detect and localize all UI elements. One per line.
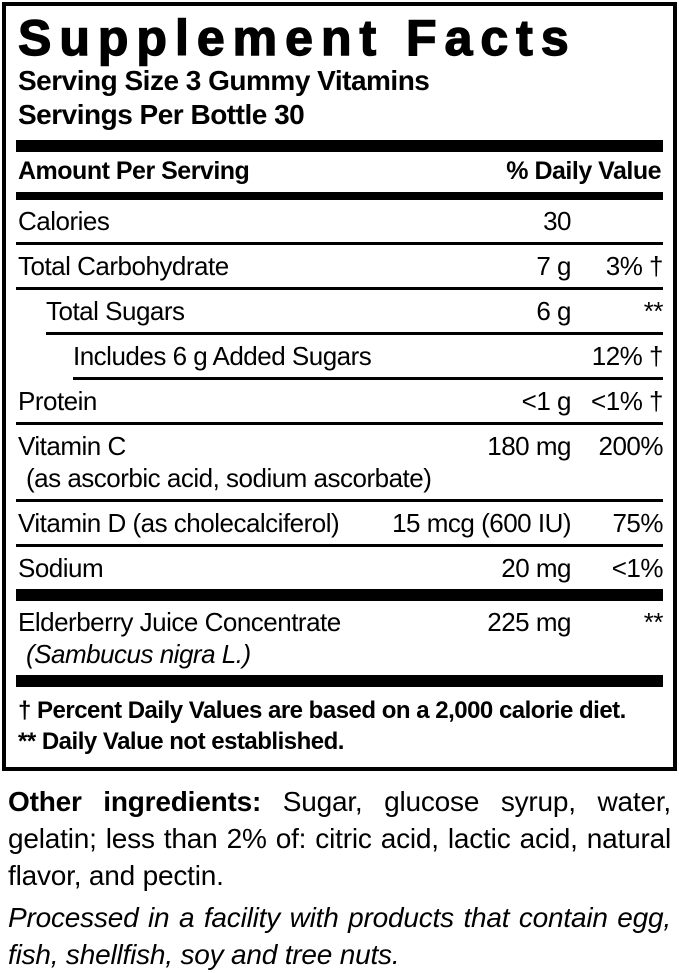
nutrient-name: Vitamin D (as cholecalciferol) — [18, 508, 340, 538]
nutrient-daily-value: ** — [643, 296, 663, 326]
nutrient-row-main — [16, 385, 663, 417]
nutrient-amount: 15 mcg (600 IU) — [392, 508, 571, 538]
nutrient-row — [16, 502, 663, 544]
nutrient-name: Calories — [18, 206, 110, 236]
nutrient-name: Includes 6 g Added Sugars — [73, 341, 372, 371]
nutrient-row — [16, 335, 663, 377]
nutrient-amount: 6 g — [536, 296, 571, 326]
column-header-row — [16, 152, 663, 192]
nutrient-row — [16, 547, 663, 589]
servings-per-bottle: Servings Per Bottle 30 — [18, 99, 305, 130]
nutrient-daily-value: 3% † — [605, 251, 663, 281]
nutrient-daily-value: 75% — [612, 508, 663, 538]
nutrient-row-main — [16, 552, 663, 584]
nutrient-daily-value: <1% † — [591, 386, 663, 416]
daily-value-header: % Daily Value — [506, 157, 661, 185]
divider-thick-footnotes — [16, 675, 663, 687]
row-separator-thick — [16, 589, 663, 601]
nutrient-row-main — [16, 606, 663, 638]
nutrient-name: Sodium — [18, 553, 104, 583]
nutrient-row — [16, 200, 663, 242]
nutrient-daily-value: ** — [643, 607, 663, 637]
nutrient-sub-name: (Sambucus nigra L.) — [26, 639, 251, 669]
nutrient-row-main — [16, 295, 663, 327]
nutrient-row-main — [16, 430, 663, 462]
supplement-facts-panel — [2, 2, 677, 771]
other-ingredients-label: Other ingredients: — [8, 786, 262, 817]
nutrient-daily-value: <1% — [611, 553, 663, 583]
nutrient-amount: 30 — [543, 206, 571, 236]
nutrient-name: Elderberry Juice Concentrate — [18, 607, 341, 637]
footnote-not-established: ** Daily Value not established. — [18, 728, 344, 755]
nutrient-daily-value: 200% — [598, 431, 663, 461]
nutrient-sub-name: (as ascorbic acid, sodium ascorbate) — [26, 463, 432, 493]
nutrient-name: Vitamin C — [18, 431, 126, 461]
footnotes — [16, 687, 663, 761]
nutrient-name: Total Carbohydrate — [18, 251, 229, 281]
nutrient-row — [16, 245, 663, 287]
allergen-statement: Processed in a facility with products that contain egg, fish, shellfish, soy and tree nuts. — [8, 902, 671, 970]
nutrient-row — [16, 380, 663, 422]
other-ingredients-paragraph — [8, 783, 671, 894]
serving-size: Serving Size 3 Gummy Vitamins — [18, 65, 430, 96]
nutrient-row — [16, 601, 663, 675]
nutrient-row — [16, 290, 663, 332]
divider-medium-header — [16, 192, 663, 200]
nutrient-amount: 7 g — [536, 251, 571, 281]
nutrient-name: Protein — [18, 386, 97, 416]
footnote-daily-value: † Percent Daily Values are based on a 2,000 calorie diet. — [18, 697, 626, 724]
amount-per-serving-header: Amount Per Serving — [18, 157, 250, 185]
divider-thick-top — [16, 140, 663, 152]
nutrient-row — [16, 425, 663, 499]
nutrient-daily-value: 12% † — [591, 341, 663, 371]
nutrient-amount: 225 mg — [487, 607, 571, 637]
other-ingredients-text: Sugar, glucose syrup, water, gelatin; less than 2% of: citric acid, lactic acid, natural flavor, and pectin. — [8, 786, 671, 891]
nutrient-row-main — [16, 250, 663, 282]
nutrient-rows — [16, 200, 663, 675]
nutrient-row-main — [16, 507, 663, 539]
nutrient-row-main — [16, 340, 663, 372]
below-panel-text — [0, 771, 679, 973]
panel-title: Supplement Facts — [18, 10, 577, 66]
nutrient-amount: 20 mg — [501, 553, 571, 583]
nutrient-amount: <1 g — [521, 386, 571, 416]
nutrient-name: Total Sugars — [46, 296, 185, 326]
nutrient-amount: 180 mg — [487, 431, 571, 461]
nutrient-row-main — [16, 205, 663, 237]
